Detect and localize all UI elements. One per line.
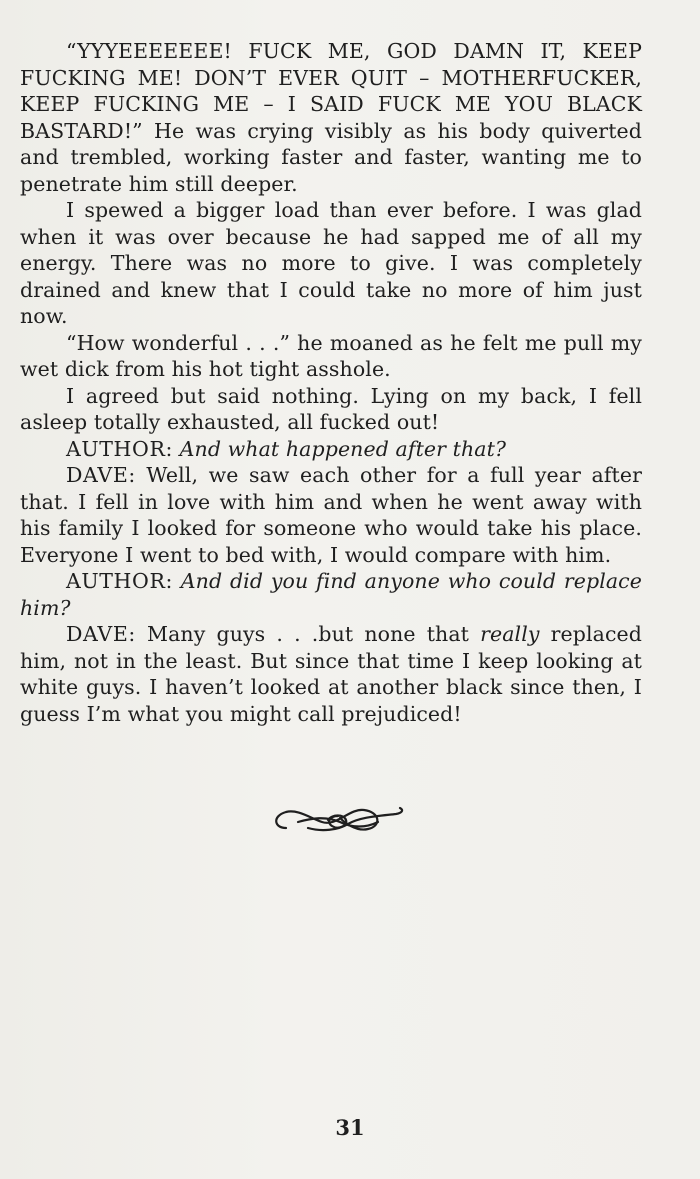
- speaker-label: AUTHOR:: [66, 436, 173, 461]
- dialogue-dave-1: [20, 462, 642, 568]
- dave-answer: Well, we saw each other for a full year after that. I fell in love with him and when he went away with his family I looked for someone who would take his place. Everyone I went to bed with, I would compare with him.: [20, 463, 642, 567]
- dialogue-author-1: [20, 436, 642, 463]
- body-text: [20, 38, 642, 727]
- speaker-label: DAVE:: [66, 622, 136, 646]
- dialogue-dave-2: [20, 621, 642, 727]
- emphasis-word: really: [480, 622, 540, 646]
- speaker-label: AUTHOR:: [66, 569, 173, 593]
- dave-answer-start: Many guys . . .but none that: [147, 622, 481, 646]
- paragraph-3: “How wonderful . . .” he moaned as he felt me pull my wet dick from his hot tight asshole.: [20, 330, 642, 381]
- decorative-flourish-icon: [268, 798, 408, 848]
- author-question: And what happened after that?: [179, 436, 507, 461]
- paragraph-2: I spewed a bigger load than ever before. I was glad when it was over because he had sapped me of all my energy. There was no more to give. I was completely drained and knew that I could take no more of him just now.: [20, 198, 642, 328]
- paragraph-1: “YYYEEEEEEE! FUCK ME, GOD DAMN IT, KEEP FUCKING ME! DON’T EVER QUIT – MOTHERFUCKER, KEEP FUCKING ME – I SAID FUCK ME YOU BLACK BASTARD!” He was crying visibly as his body quiverted and trembled, working faster and faster, wanting me to penetrate him still deeper.: [20, 39, 642, 196]
- dialogue-author-2: [20, 568, 642, 621]
- dave-answer-end: replaced him, not in the least. But since that time I keep looking at white guys. I haven’t looked at another black since then, I guess I’m what you might call prejudiced!: [20, 622, 642, 726]
- author-question: And did you find anyone who could replace him?: [20, 569, 642, 620]
- paragraph-4: I agreed but said nothing. Lying on my back, I fell asleep totally exhausted, all fucked out!: [20, 383, 642, 434]
- speaker-label: DAVE:: [66, 463, 136, 487]
- page-number: 31: [335, 1115, 365, 1140]
